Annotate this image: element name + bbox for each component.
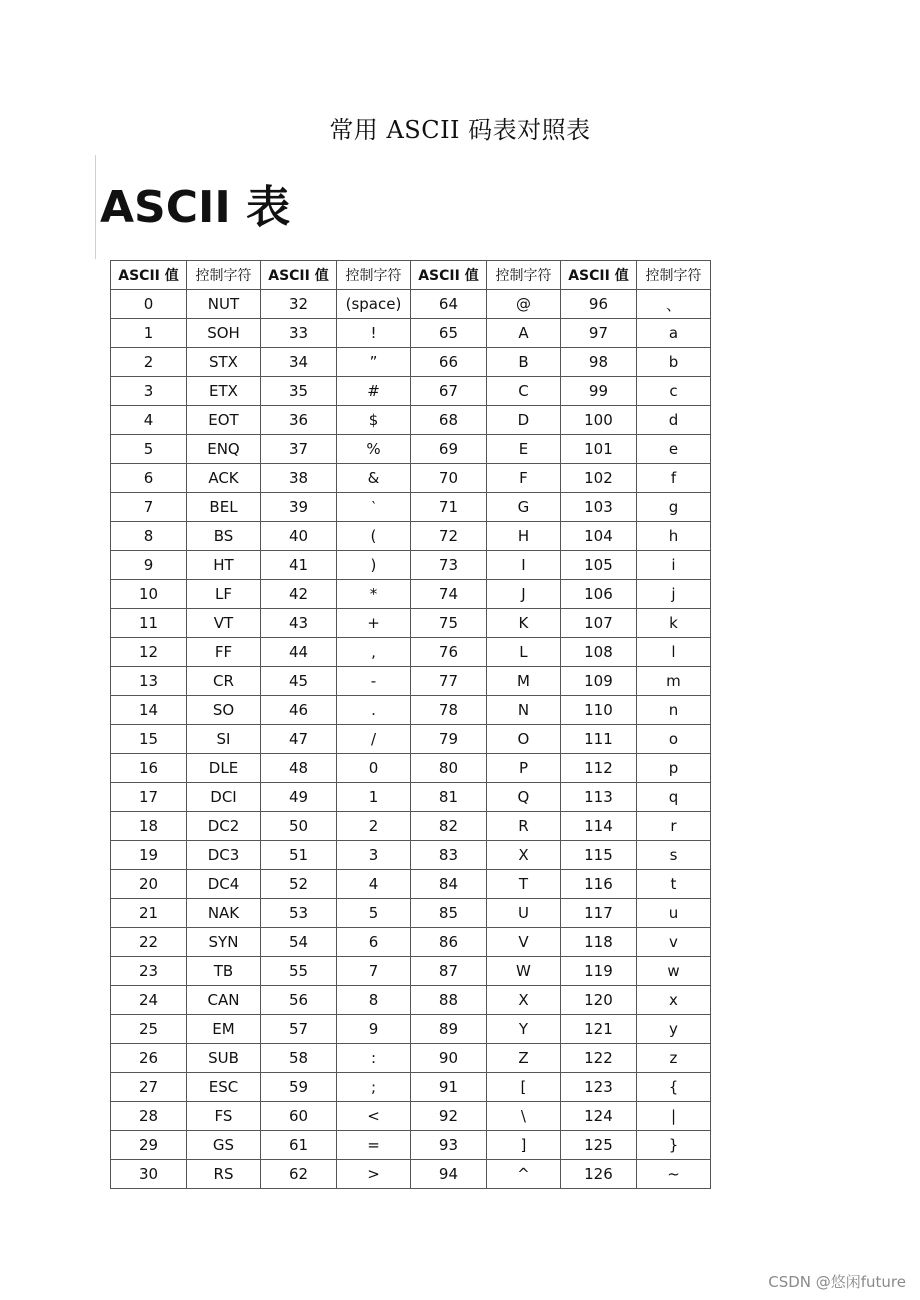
ascii-value-cell: 13 bbox=[111, 667, 187, 696]
watermark: CSDN @悠闲future bbox=[768, 1273, 906, 1291]
control-char-cell: FF bbox=[187, 638, 261, 667]
ascii-value-cell: 113 bbox=[560, 783, 636, 812]
ascii-value-cell: 22 bbox=[111, 928, 187, 957]
control-char-cell: v bbox=[636, 928, 710, 957]
control-char-cell: V bbox=[486, 928, 560, 957]
ascii-value-cell: 97 bbox=[560, 319, 636, 348]
table-row bbox=[111, 1160, 711, 1189]
control-char-cell: 9 bbox=[336, 1015, 410, 1044]
table-row bbox=[111, 696, 711, 725]
ascii-value-cell: 10 bbox=[111, 580, 187, 609]
ascii-value-cell: 49 bbox=[260, 783, 336, 812]
control-char-cell: # bbox=[336, 377, 410, 406]
ascii-value-cell: 57 bbox=[260, 1015, 336, 1044]
ascii-value-cell: 38 bbox=[260, 464, 336, 493]
ascii-value-cell: 62 bbox=[260, 1160, 336, 1189]
ascii-value-cell: 79 bbox=[410, 725, 486, 754]
control-char-cell: * bbox=[336, 580, 410, 609]
ascii-value-cell: 123 bbox=[560, 1073, 636, 1102]
ascii-value-cell: 21 bbox=[111, 899, 187, 928]
control-char-cell: r bbox=[636, 812, 710, 841]
control-char-cell: 5 bbox=[336, 899, 410, 928]
ascii-value-cell: 6 bbox=[111, 464, 187, 493]
control-char-cell: - bbox=[336, 667, 410, 696]
control-char-cell: ‵ bbox=[336, 493, 410, 522]
control-char-cell: ^ bbox=[486, 1160, 560, 1189]
ascii-value-cell: 24 bbox=[111, 986, 187, 1015]
table-row bbox=[111, 1131, 711, 1160]
table-row bbox=[111, 957, 711, 986]
control-char-cell: \ bbox=[486, 1102, 560, 1131]
ascii-value-cell: 121 bbox=[560, 1015, 636, 1044]
table-row bbox=[111, 348, 711, 377]
control-char-cell: m bbox=[636, 667, 710, 696]
ascii-value-cell: 72 bbox=[410, 522, 486, 551]
ascii-value-cell: 124 bbox=[560, 1102, 636, 1131]
control-char-cell: } bbox=[636, 1131, 710, 1160]
control-char-cell: ENQ bbox=[187, 435, 261, 464]
section-side-rule bbox=[95, 155, 96, 259]
ascii-value-cell: 53 bbox=[260, 899, 336, 928]
table-row bbox=[111, 812, 711, 841]
control-char-cell: 4 bbox=[336, 870, 410, 899]
control-char-cell: ~ bbox=[636, 1160, 710, 1189]
control-char-cell: BEL bbox=[187, 493, 261, 522]
ascii-value-cell: 98 bbox=[560, 348, 636, 377]
control-char-cell: VT bbox=[187, 609, 261, 638]
control-char-cell: q bbox=[636, 783, 710, 812]
control-char-cell: b bbox=[636, 348, 710, 377]
ascii-value-cell: 29 bbox=[111, 1131, 187, 1160]
control-char-cell: CR bbox=[187, 667, 261, 696]
ascii-value-cell: 114 bbox=[560, 812, 636, 841]
control-char-cell: X bbox=[486, 986, 560, 1015]
control-char-cell: K bbox=[486, 609, 560, 638]
ascii-value-cell: 107 bbox=[560, 609, 636, 638]
control-char-cell: Z bbox=[486, 1044, 560, 1073]
ascii-table bbox=[110, 260, 711, 1189]
ascii-value-cell: 30 bbox=[111, 1160, 187, 1189]
control-char-cell: B bbox=[486, 348, 560, 377]
table-row bbox=[111, 928, 711, 957]
control-char-cell: HT bbox=[187, 551, 261, 580]
control-char-cell: NUT bbox=[187, 290, 261, 319]
ascii-value-cell: 93 bbox=[410, 1131, 486, 1160]
ascii-value-cell: 35 bbox=[260, 377, 336, 406]
table-row bbox=[111, 377, 711, 406]
control-char-cell: 2 bbox=[336, 812, 410, 841]
table-row bbox=[111, 464, 711, 493]
control-char-cell: 、 bbox=[636, 290, 710, 319]
ascii-value-cell: 36 bbox=[260, 406, 336, 435]
ascii-value-cell: 112 bbox=[560, 754, 636, 783]
control-char-cell: DLE bbox=[187, 754, 261, 783]
header-control-char: 控制字符 bbox=[187, 261, 261, 290]
ascii-value-cell: 20 bbox=[111, 870, 187, 899]
ascii-value-cell: 14 bbox=[111, 696, 187, 725]
control-char-cell: I bbox=[486, 551, 560, 580]
control-char-cell: z bbox=[636, 1044, 710, 1073]
table-row bbox=[111, 1044, 711, 1073]
ascii-value-cell: 1 bbox=[111, 319, 187, 348]
control-char-cell: T bbox=[486, 870, 560, 899]
table-row bbox=[111, 725, 711, 754]
ascii-value-cell: 50 bbox=[260, 812, 336, 841]
control-char-cell: & bbox=[336, 464, 410, 493]
ascii-value-cell: 78 bbox=[410, 696, 486, 725]
control-char-cell: o bbox=[636, 725, 710, 754]
ascii-value-cell: 68 bbox=[410, 406, 486, 435]
ascii-value-cell: 3 bbox=[111, 377, 187, 406]
ascii-value-cell: 5 bbox=[111, 435, 187, 464]
control-char-cell: SOH bbox=[187, 319, 261, 348]
control-char-cell: F bbox=[486, 464, 560, 493]
ascii-value-cell: 82 bbox=[410, 812, 486, 841]
ascii-value-cell: 86 bbox=[410, 928, 486, 957]
table-header-row bbox=[111, 261, 711, 290]
ascii-value-cell: 96 bbox=[560, 290, 636, 319]
ascii-value-cell: 102 bbox=[560, 464, 636, 493]
ascii-value-cell: 27 bbox=[111, 1073, 187, 1102]
control-char-cell: SO bbox=[187, 696, 261, 725]
table-row bbox=[111, 493, 711, 522]
control-char-cell: FS bbox=[187, 1102, 261, 1131]
table-row bbox=[111, 406, 711, 435]
control-char-cell: DCI bbox=[187, 783, 261, 812]
ascii-value-cell: 4 bbox=[111, 406, 187, 435]
ascii-value-cell: 25 bbox=[111, 1015, 187, 1044]
control-char-cell: h bbox=[636, 522, 710, 551]
control-char-cell: CAN bbox=[187, 986, 261, 1015]
control-char-cell: O bbox=[486, 725, 560, 754]
control-char-cell: , bbox=[336, 638, 410, 667]
ascii-value-cell: 110 bbox=[560, 696, 636, 725]
header-control-char: 控制字符 bbox=[486, 261, 560, 290]
ascii-value-cell: 99 bbox=[560, 377, 636, 406]
control-char-cell: ” bbox=[336, 348, 410, 377]
control-char-cell: SI bbox=[187, 725, 261, 754]
ascii-value-cell: 52 bbox=[260, 870, 336, 899]
ascii-value-cell: 66 bbox=[410, 348, 486, 377]
ascii-value-cell: 105 bbox=[560, 551, 636, 580]
control-char-cell: ESC bbox=[187, 1073, 261, 1102]
control-char-cell: . bbox=[336, 696, 410, 725]
ascii-value-cell: 89 bbox=[410, 1015, 486, 1044]
table-row bbox=[111, 754, 711, 783]
control-char-cell: Y bbox=[486, 1015, 560, 1044]
control-char-cell: u bbox=[636, 899, 710, 928]
control-char-cell: e bbox=[636, 435, 710, 464]
header-ascii-value: ASCII 值 bbox=[410, 261, 486, 290]
header-ascii-value: ASCII 值 bbox=[560, 261, 636, 290]
table-row bbox=[111, 667, 711, 696]
ascii-value-cell: 125 bbox=[560, 1131, 636, 1160]
ascii-value-cell: 118 bbox=[560, 928, 636, 957]
control-char-cell: N bbox=[486, 696, 560, 725]
control-char-cell: c bbox=[636, 377, 710, 406]
ascii-value-cell: 83 bbox=[410, 841, 486, 870]
ascii-value-cell: 116 bbox=[560, 870, 636, 899]
ascii-value-cell: 2 bbox=[111, 348, 187, 377]
ascii-value-cell: 94 bbox=[410, 1160, 486, 1189]
ascii-value-cell: 8 bbox=[111, 522, 187, 551]
header-ascii-value: ASCII 值 bbox=[111, 261, 187, 290]
control-char-cell: 7 bbox=[336, 957, 410, 986]
control-char-cell: > bbox=[336, 1160, 410, 1189]
control-char-cell: + bbox=[336, 609, 410, 638]
ascii-value-cell: 12 bbox=[111, 638, 187, 667]
ascii-value-cell: 71 bbox=[410, 493, 486, 522]
ascii-value-cell: 55 bbox=[260, 957, 336, 986]
control-char-cell: l bbox=[636, 638, 710, 667]
ascii-value-cell: 42 bbox=[260, 580, 336, 609]
ascii-value-cell: 76 bbox=[410, 638, 486, 667]
table-row bbox=[111, 551, 711, 580]
ascii-value-cell: 81 bbox=[410, 783, 486, 812]
control-char-cell: C bbox=[486, 377, 560, 406]
ascii-value-cell: 85 bbox=[410, 899, 486, 928]
ascii-value-cell: 19 bbox=[111, 841, 187, 870]
control-char-cell: $ bbox=[336, 406, 410, 435]
section-heading: ASCII 表 bbox=[100, 182, 291, 233]
control-char-cell: ; bbox=[336, 1073, 410, 1102]
ascii-value-cell: 61 bbox=[260, 1131, 336, 1160]
control-char-cell: ( bbox=[336, 522, 410, 551]
control-char-cell: H bbox=[486, 522, 560, 551]
ascii-value-cell: 47 bbox=[260, 725, 336, 754]
ascii-value-cell: 90 bbox=[410, 1044, 486, 1073]
table-row bbox=[111, 986, 711, 1015]
ascii-value-cell: 46 bbox=[260, 696, 336, 725]
control-char-cell: x bbox=[636, 986, 710, 1015]
document-title: 常用 ASCII 码表对照表 bbox=[329, 116, 591, 144]
control-char-cell: 1 bbox=[336, 783, 410, 812]
ascii-value-cell: 92 bbox=[410, 1102, 486, 1131]
control-char-cell: LF bbox=[187, 580, 261, 609]
header-ascii-value: ASCII 值 bbox=[260, 261, 336, 290]
control-char-cell: 6 bbox=[336, 928, 410, 957]
ascii-value-cell: 67 bbox=[410, 377, 486, 406]
control-char-cell: EM bbox=[187, 1015, 261, 1044]
ascii-value-cell: 28 bbox=[111, 1102, 187, 1131]
ascii-value-cell: 45 bbox=[260, 667, 336, 696]
control-char-cell: k bbox=[636, 609, 710, 638]
ascii-value-cell: 33 bbox=[260, 319, 336, 348]
table-row bbox=[111, 899, 711, 928]
control-char-cell: DC2 bbox=[187, 812, 261, 841]
control-char-cell: % bbox=[336, 435, 410, 464]
ascii-value-cell: 11 bbox=[111, 609, 187, 638]
header-control-char: 控制字符 bbox=[636, 261, 710, 290]
control-char-cell: (space) bbox=[336, 290, 410, 319]
control-char-cell: p bbox=[636, 754, 710, 783]
ascii-value-cell: 18 bbox=[111, 812, 187, 841]
control-char-cell: EOT bbox=[187, 406, 261, 435]
ascii-value-cell: 106 bbox=[560, 580, 636, 609]
ascii-value-cell: 41 bbox=[260, 551, 336, 580]
header-control-char: 控制字符 bbox=[336, 261, 410, 290]
control-char-cell: W bbox=[486, 957, 560, 986]
table-body bbox=[111, 290, 711, 1189]
ascii-value-cell: 40 bbox=[260, 522, 336, 551]
ascii-value-cell: 23 bbox=[111, 957, 187, 986]
control-char-cell: NAK bbox=[187, 899, 261, 928]
control-char-cell: SUB bbox=[187, 1044, 261, 1073]
ascii-value-cell: 84 bbox=[410, 870, 486, 899]
ascii-value-cell: 32 bbox=[260, 290, 336, 319]
table-row bbox=[111, 638, 711, 667]
control-char-cell: A bbox=[486, 319, 560, 348]
ascii-value-cell: 115 bbox=[560, 841, 636, 870]
control-char-cell: j bbox=[636, 580, 710, 609]
control-char-cell: a bbox=[636, 319, 710, 348]
ascii-value-cell: 48 bbox=[260, 754, 336, 783]
ascii-value-cell: 0 bbox=[111, 290, 187, 319]
table-row bbox=[111, 435, 711, 464]
ascii-value-cell: 39 bbox=[260, 493, 336, 522]
ascii-value-cell: 126 bbox=[560, 1160, 636, 1189]
control-char-cell: X bbox=[486, 841, 560, 870]
ascii-value-cell: 120 bbox=[560, 986, 636, 1015]
control-char-cell: SYN bbox=[187, 928, 261, 957]
ascii-value-cell: 80 bbox=[410, 754, 486, 783]
ascii-value-cell: 111 bbox=[560, 725, 636, 754]
control-char-cell: ) bbox=[336, 551, 410, 580]
control-char-cell: g bbox=[636, 493, 710, 522]
table-row bbox=[111, 783, 711, 812]
ascii-value-cell: 58 bbox=[260, 1044, 336, 1073]
ascii-value-cell: 109 bbox=[560, 667, 636, 696]
table-row bbox=[111, 319, 711, 348]
ascii-value-cell: 100 bbox=[560, 406, 636, 435]
ascii-value-cell: 108 bbox=[560, 638, 636, 667]
table-row bbox=[111, 290, 711, 319]
ascii-value-cell: 91 bbox=[410, 1073, 486, 1102]
ascii-value-cell: 15 bbox=[111, 725, 187, 754]
ascii-value-cell: 64 bbox=[410, 290, 486, 319]
control-char-cell: < bbox=[336, 1102, 410, 1131]
ascii-value-cell: 16 bbox=[111, 754, 187, 783]
table-row bbox=[111, 870, 711, 899]
ascii-value-cell: 101 bbox=[560, 435, 636, 464]
ascii-value-cell: 73 bbox=[410, 551, 486, 580]
ascii-value-cell: 7 bbox=[111, 493, 187, 522]
control-char-cell: / bbox=[336, 725, 410, 754]
table-row bbox=[111, 841, 711, 870]
control-char-cell: 3 bbox=[336, 841, 410, 870]
ascii-value-cell: 75 bbox=[410, 609, 486, 638]
control-char-cell: : bbox=[336, 1044, 410, 1073]
ascii-value-cell: 87 bbox=[410, 957, 486, 986]
control-char-cell: 0 bbox=[336, 754, 410, 783]
ascii-value-cell: 104 bbox=[560, 522, 636, 551]
control-char-cell: P bbox=[486, 754, 560, 783]
control-char-cell: f bbox=[636, 464, 710, 493]
control-char-cell: TB bbox=[187, 957, 261, 986]
control-char-cell: R bbox=[486, 812, 560, 841]
ascii-value-cell: 65 bbox=[410, 319, 486, 348]
control-char-cell: 8 bbox=[336, 986, 410, 1015]
ascii-value-cell: 26 bbox=[111, 1044, 187, 1073]
control-char-cell: n bbox=[636, 696, 710, 725]
control-char-cell: BS bbox=[187, 522, 261, 551]
ascii-value-cell: 69 bbox=[410, 435, 486, 464]
control-char-cell: L bbox=[486, 638, 560, 667]
table-row bbox=[111, 1102, 711, 1131]
table-row bbox=[111, 580, 711, 609]
ascii-value-cell: 117 bbox=[560, 899, 636, 928]
control-char-cell: ACK bbox=[187, 464, 261, 493]
control-char-cell: J bbox=[486, 580, 560, 609]
control-char-cell: w bbox=[636, 957, 710, 986]
ascii-value-cell: 88 bbox=[410, 986, 486, 1015]
ascii-value-cell: 9 bbox=[111, 551, 187, 580]
control-char-cell: Q bbox=[486, 783, 560, 812]
control-char-cell: ] bbox=[486, 1131, 560, 1160]
ascii-value-cell: 70 bbox=[410, 464, 486, 493]
ascii-value-cell: 119 bbox=[560, 957, 636, 986]
ascii-value-cell: 59 bbox=[260, 1073, 336, 1102]
table-row bbox=[111, 1015, 711, 1044]
ascii-value-cell: 17 bbox=[111, 783, 187, 812]
control-char-cell: y bbox=[636, 1015, 710, 1044]
control-char-cell: = bbox=[336, 1131, 410, 1160]
control-char-cell: ETX bbox=[187, 377, 261, 406]
table-row bbox=[111, 609, 711, 638]
control-char-cell: DC3 bbox=[187, 841, 261, 870]
control-char-cell: ! bbox=[336, 319, 410, 348]
control-char-cell: GS bbox=[187, 1131, 261, 1160]
ascii-value-cell: 43 bbox=[260, 609, 336, 638]
control-char-cell: D bbox=[486, 406, 560, 435]
control-char-cell: s bbox=[636, 841, 710, 870]
control-char-cell: E bbox=[486, 435, 560, 464]
ascii-value-cell: 60 bbox=[260, 1102, 336, 1131]
control-char-cell: DC4 bbox=[187, 870, 261, 899]
control-char-cell: @ bbox=[486, 290, 560, 319]
ascii-value-cell: 37 bbox=[260, 435, 336, 464]
control-char-cell: d bbox=[636, 406, 710, 435]
ascii-value-cell: 56 bbox=[260, 986, 336, 1015]
ascii-value-cell: 77 bbox=[410, 667, 486, 696]
control-char-cell: { bbox=[636, 1073, 710, 1102]
table-row bbox=[111, 1073, 711, 1102]
table-row bbox=[111, 522, 711, 551]
control-char-cell: STX bbox=[187, 348, 261, 377]
ascii-value-cell: 34 bbox=[260, 348, 336, 377]
control-char-cell: t bbox=[636, 870, 710, 899]
ascii-value-cell: 122 bbox=[560, 1044, 636, 1073]
ascii-value-cell: 54 bbox=[260, 928, 336, 957]
ascii-value-cell: 103 bbox=[560, 493, 636, 522]
control-char-cell: RS bbox=[187, 1160, 261, 1189]
control-char-cell: M bbox=[486, 667, 560, 696]
ascii-value-cell: 51 bbox=[260, 841, 336, 870]
control-char-cell: G bbox=[486, 493, 560, 522]
control-char-cell: U bbox=[486, 899, 560, 928]
ascii-value-cell: 74 bbox=[410, 580, 486, 609]
ascii-value-cell: 44 bbox=[260, 638, 336, 667]
control-char-cell: | bbox=[636, 1102, 710, 1131]
control-char-cell: i bbox=[636, 551, 710, 580]
control-char-cell: [ bbox=[486, 1073, 560, 1102]
